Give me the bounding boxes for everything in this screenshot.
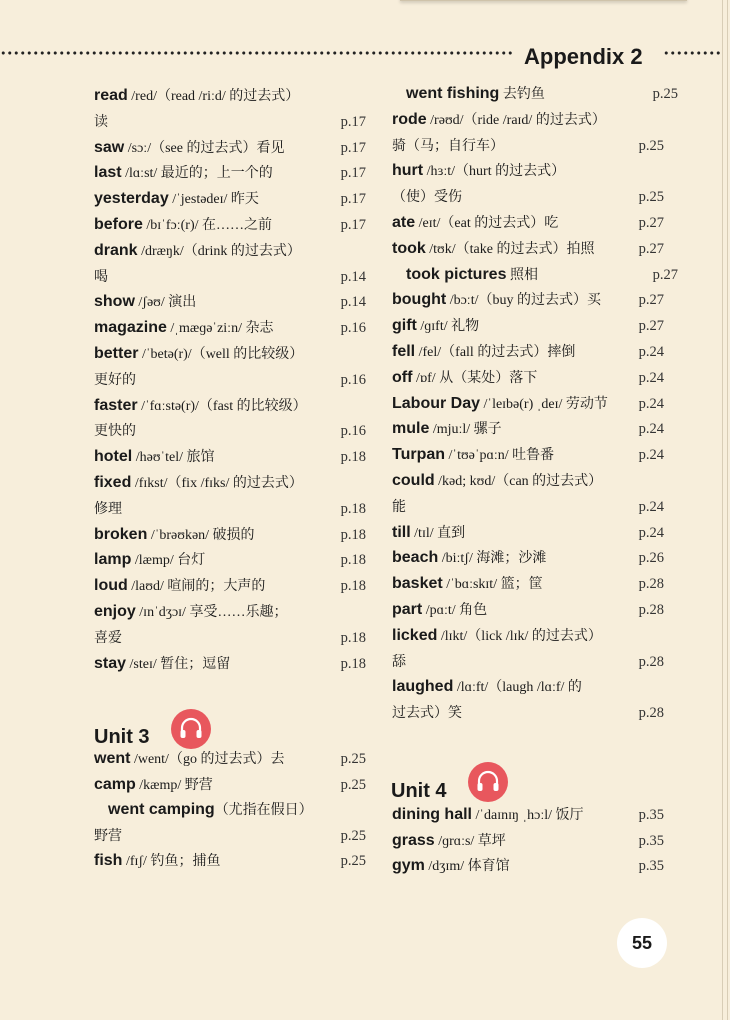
entry-definition: /kæmp/ 野营 xyxy=(135,777,213,793)
glossary-entry xyxy=(94,341,366,367)
entry-definition: /tɪl/ 直到 xyxy=(410,525,466,541)
glossary-entry xyxy=(94,109,366,135)
entry-page-ref: p.27 xyxy=(638,318,664,335)
entry-definition: /ɪnˈdʒɔɪ/ 享受……乐趣； xyxy=(135,605,288,620)
glossary-entry xyxy=(94,496,366,522)
entry-definition: 喜爱 xyxy=(94,630,122,646)
entry-definition: /fɪkst/（fix /fɪks/ 的过去式） xyxy=(131,476,303,491)
entry-definition: /kəd; kʊd/（can 的过去式） xyxy=(434,474,603,489)
glossary-entry xyxy=(392,571,664,597)
entry-word: bought xyxy=(392,291,447,309)
entry-page-ref: p.18 xyxy=(340,629,366,646)
entry-definition: 去钓鱼 xyxy=(499,87,545,102)
entry-word: hurt xyxy=(392,162,424,180)
entry-page-ref: p.24 xyxy=(638,395,664,412)
glossary-entry xyxy=(94,547,366,573)
entry-page-ref: p.18 xyxy=(340,578,366,595)
entry-definition: 更快的 xyxy=(94,424,136,440)
entry-page-ref: p.26 xyxy=(638,550,664,567)
entry-word: took xyxy=(392,239,426,257)
entry-page-ref: p.17 xyxy=(340,139,366,156)
entry-page-ref: p.35 xyxy=(638,807,664,823)
entry-word: grass xyxy=(392,831,435,849)
glossary-entry xyxy=(94,238,366,264)
entry-definition: /ɡɪft/ 礼物 xyxy=(416,319,480,335)
entry-definition: /sɔː/（see 的过去式）看见 xyxy=(124,140,285,156)
glossary-entry xyxy=(392,81,678,107)
entry-page-ref: p.25 xyxy=(340,776,366,793)
entry-word: went xyxy=(94,750,131,767)
glossary-entry xyxy=(392,802,664,828)
glossary-entry xyxy=(94,315,366,341)
glossary-entry xyxy=(94,160,366,186)
glossary-entry xyxy=(94,573,366,599)
entry-definition: /ˈleɪbə(r) ˌdeɪ/ 劳动节 xyxy=(480,396,608,412)
glossary-entry xyxy=(392,158,664,184)
entry-definition: /mjuːl/ 骡子 xyxy=(429,422,502,438)
glossary-entry xyxy=(392,828,664,854)
glossary-entry xyxy=(392,520,664,546)
entry-word: enjoy xyxy=(94,603,136,620)
glossary-entry xyxy=(392,287,664,313)
entry-word: dining hall xyxy=(392,806,472,823)
entry-definition: /lɑːst/ 最近的；上一个的 xyxy=(121,166,273,182)
entry-definition: /laʊd/ 喧闹的；大声的 xyxy=(127,579,266,595)
glossary-entry xyxy=(392,133,664,159)
appendix-title: Appendix 2 xyxy=(524,44,643,69)
entry-definition: /ʃəʊ/ 演出 xyxy=(134,295,197,311)
entry-definition: 舔 xyxy=(392,654,406,670)
entry-page-ref: p.25 xyxy=(340,827,366,844)
entry-page-ref: p.24 xyxy=(638,344,664,360)
entry-word: fixed xyxy=(94,474,132,491)
headphones-icon-glyph xyxy=(475,769,501,795)
entry-page-ref: p.35 xyxy=(638,832,664,849)
entry-word: last xyxy=(94,164,122,182)
entry-page-ref: p.25 xyxy=(638,137,664,154)
entry-word: broken xyxy=(94,525,148,543)
glossary-entry xyxy=(392,365,664,391)
entry-word: before xyxy=(94,216,143,233)
entry-definition: /bɪˈfɔː(r)/ 在……之前 xyxy=(142,218,272,233)
entry-word: magazine xyxy=(94,319,167,337)
entry-definition: /ˈbɑːskɪt/ 篮；筐 xyxy=(442,577,543,593)
header-dotted-rule xyxy=(0,49,515,57)
entry-definition: /ˈjestədeɪ/ 昨天 xyxy=(168,192,259,208)
glossary-entry xyxy=(94,367,366,393)
entry-word: part xyxy=(392,601,423,618)
glossary-entry xyxy=(94,264,366,290)
entry-page-ref: p.24 xyxy=(638,524,664,541)
entry-definition: 喝 xyxy=(94,269,108,285)
entry-word: drank xyxy=(94,241,138,259)
entry-definition: /fel/（fall 的过去式）摔倒 xyxy=(415,345,576,360)
entry-word: read xyxy=(94,87,128,104)
entry-word: fell xyxy=(392,343,416,360)
entry-word: yesterday xyxy=(94,190,169,208)
page-edge-line xyxy=(727,0,728,1020)
entry-definition: /ˈtʊəˈpɑːn/ 吐鲁番 xyxy=(445,448,555,464)
entry-page-ref: p.18 xyxy=(340,500,366,517)
entry-definition: 更好的 xyxy=(94,372,136,388)
entry-word: rode xyxy=(392,110,427,128)
headphones-icon-glyph xyxy=(178,716,204,742)
entry-page-ref: p.16 xyxy=(340,320,366,337)
entry-definition: /hɜːt/（hurt 的过去式） xyxy=(423,164,566,180)
entry-page-ref: p.27 xyxy=(652,266,678,283)
glossary-entry xyxy=(392,236,664,262)
entry-word: went camping xyxy=(108,801,215,818)
entry-page-ref: p.17 xyxy=(340,191,366,208)
entry-definition: /dræŋk/（drink 的过去式） xyxy=(137,243,301,259)
entry-definition: /steɪ/ 暂住；逗留 xyxy=(126,656,231,672)
glossary-entry xyxy=(94,797,380,823)
entry-word: went fishing xyxy=(406,85,500,102)
entry-word: basket xyxy=(392,575,443,593)
entry-page-ref: p.25 xyxy=(340,853,366,869)
entry-definition: /ˈbrəʊkən/ 破损的 xyxy=(147,527,255,543)
glossary-entry xyxy=(392,674,664,700)
glossary-entry xyxy=(392,313,664,339)
entry-definition: /ɒf/ 从（某处）落下 xyxy=(412,370,538,386)
entry-word: Labour Day xyxy=(392,394,481,412)
glossary-entry xyxy=(392,184,664,210)
entry-definition: 过去式）笑 xyxy=(392,706,462,722)
entry-page-ref: p.27 xyxy=(638,292,664,309)
glossary-entry xyxy=(392,468,664,494)
glossary-entry xyxy=(94,418,366,444)
header-dotted-rule-right xyxy=(663,49,721,57)
entry-word: took pictures xyxy=(406,265,507,283)
entry-definition: /lɪkt/（lick /lɪk/ 的过去式） xyxy=(437,628,602,644)
entry-word: ate xyxy=(392,214,416,231)
entry-definition: 读 xyxy=(94,114,108,130)
entry-definition: /ˈbetə(r)/（well 的比较级） xyxy=(138,347,304,362)
glossary-entry xyxy=(392,623,664,649)
entry-definition: （使）受伤 xyxy=(392,190,462,206)
entry-word: till xyxy=(392,523,411,541)
entry-word: loud xyxy=(94,577,128,595)
entry-definition: /ˌmæɡəˈziːn/ 杂志 xyxy=(166,321,274,337)
unit-4-heading: Unit 4 xyxy=(391,780,447,802)
entry-page-ref: p.25 xyxy=(340,751,366,767)
entry-word: hotel xyxy=(94,448,133,466)
entry-word: Turpan xyxy=(392,446,446,464)
glossary-entry xyxy=(94,135,366,161)
entry-page-ref: p.25 xyxy=(652,86,678,102)
entry-definition: （尤指在假日） xyxy=(214,803,313,818)
entry-definition: /ɡrɑːs/ 草坪 xyxy=(434,833,506,849)
glossary-entry xyxy=(94,522,366,548)
entry-page-ref: p.18 xyxy=(340,449,366,466)
entry-page-ref: p.35 xyxy=(638,858,664,874)
entry-page-ref: p.14 xyxy=(340,268,366,285)
glossary-entry xyxy=(94,625,366,651)
entry-definition: 能 xyxy=(392,499,406,515)
entry-page-ref: p.24 xyxy=(638,498,664,515)
entry-page-ref: p.28 xyxy=(638,576,664,593)
glossary-entry xyxy=(392,649,664,675)
entry-word: lamp xyxy=(94,551,132,569)
entry-word: beach xyxy=(392,549,439,567)
entry-definition: /went/（go 的过去式）去 xyxy=(130,752,285,767)
glossary-entry xyxy=(392,416,664,442)
headphones-icon[interactable] xyxy=(468,762,508,802)
entry-page-ref: p.18 xyxy=(340,526,366,543)
glossary-entry xyxy=(94,83,366,109)
entry-word: gift xyxy=(392,317,417,335)
glossary-entry xyxy=(392,853,664,879)
glossary-entry xyxy=(392,597,664,623)
glossary-entry xyxy=(392,262,678,288)
entry-page-ref: p.16 xyxy=(340,423,366,440)
glossary-entry xyxy=(94,651,366,677)
entry-word: fish xyxy=(94,852,123,869)
top-tab-decoration xyxy=(400,0,687,1)
unit-3-heading: Unit 3 xyxy=(94,726,150,748)
glossary-entry xyxy=(94,470,366,496)
entry-page-ref: p.28 xyxy=(638,602,664,618)
entry-definition: /tʊk/（take 的过去式）拍照 xyxy=(425,241,595,257)
entry-definition: 照相 xyxy=(506,267,538,283)
glossary-entry xyxy=(94,823,366,849)
entry-definition: /ˈfɑːstə(r)/（fast 的比较级） xyxy=(137,398,307,414)
entry-definition: 修理 xyxy=(94,501,122,517)
entry-definition: /ˈdaɪnɪŋ ˌhɔːl/ 饭厅 xyxy=(472,808,584,823)
entry-page-ref: p.16 xyxy=(340,371,366,388)
glossary-entry xyxy=(392,391,664,417)
entry-definition: /həʊˈtel/ 旅馆 xyxy=(132,450,215,466)
entry-word: faster xyxy=(94,396,138,414)
entry-definition: /læmp/ 台灯 xyxy=(131,553,206,569)
entry-page-ref: p.24 xyxy=(638,421,664,438)
headphones-icon[interactable] xyxy=(171,709,211,749)
entry-page-ref: p.17 xyxy=(340,217,366,233)
entry-page-ref: p.28 xyxy=(638,705,664,722)
glossary-entry xyxy=(94,772,366,798)
entry-word: could xyxy=(392,472,435,489)
glossary-entry xyxy=(392,339,664,365)
glossary-entry xyxy=(392,545,664,571)
glossary-entry xyxy=(392,700,664,726)
entry-page-ref: p.18 xyxy=(340,552,366,569)
entry-word: laughed xyxy=(392,678,454,696)
entry-page-ref: p.27 xyxy=(638,215,664,231)
entry-definition: 骑（马；自行车） xyxy=(392,138,504,154)
glossary-entry xyxy=(392,210,664,236)
entry-page-ref: p.27 xyxy=(638,240,664,257)
entry-definition: /lɑːft/（laugh /lɑːf/ 的 xyxy=(453,680,582,696)
glossary-entry xyxy=(94,444,366,470)
entry-page-ref: p.28 xyxy=(638,653,664,670)
glossary-entry xyxy=(392,494,664,520)
glossary-entry xyxy=(392,442,664,468)
entry-word: better xyxy=(94,345,139,362)
glossary-entry xyxy=(94,393,366,419)
entry-definition: /pɑːt/ 角色 xyxy=(422,603,488,618)
glossary-entry xyxy=(392,107,664,133)
entry-page-ref: p.24 xyxy=(638,447,664,464)
entry-word: mule xyxy=(392,420,430,438)
glossary-entry xyxy=(94,289,366,315)
entry-definition: /biːtʃ/ 海滩；沙滩 xyxy=(438,551,547,567)
entry-definition: /bɔːt/（buy 的过去式）买 xyxy=(446,293,601,309)
entry-word: saw xyxy=(94,138,125,156)
entry-definition: /fɪʃ/ 钓鱼；捕鱼 xyxy=(122,854,221,869)
entry-page-ref: p.17 xyxy=(340,113,366,130)
page-edge-line xyxy=(722,0,723,1020)
glossary-entry xyxy=(94,212,366,238)
entry-definition: /rəʊd/（ride /raɪd/ 的过去式） xyxy=(426,112,606,128)
entry-word: gym xyxy=(392,857,425,874)
page-number: 55 xyxy=(617,918,667,968)
entry-word: licked xyxy=(392,626,438,644)
entry-page-ref: p.14 xyxy=(340,294,366,311)
entry-page-ref: p.18 xyxy=(340,655,366,672)
entry-definition: 野营 xyxy=(94,828,122,844)
entry-page-ref: p.17 xyxy=(340,165,366,182)
entry-word: show xyxy=(94,293,135,311)
glossary-entry xyxy=(94,599,366,625)
entry-word: stay xyxy=(94,654,127,672)
entry-word: off xyxy=(392,368,413,386)
glossary-entry xyxy=(94,848,366,874)
entry-definition: /dʒɪm/ 体育馆 xyxy=(424,859,510,874)
glossary-entry xyxy=(94,186,366,212)
entry-page-ref: p.24 xyxy=(638,369,664,386)
entry-definition: /eɪt/（eat 的过去式）吃 xyxy=(415,216,559,231)
entry-page-ref: p.25 xyxy=(638,189,664,206)
entry-definition: /red/（read /riːd/ 的过去式） xyxy=(127,89,300,104)
entry-word: camp xyxy=(94,775,136,793)
